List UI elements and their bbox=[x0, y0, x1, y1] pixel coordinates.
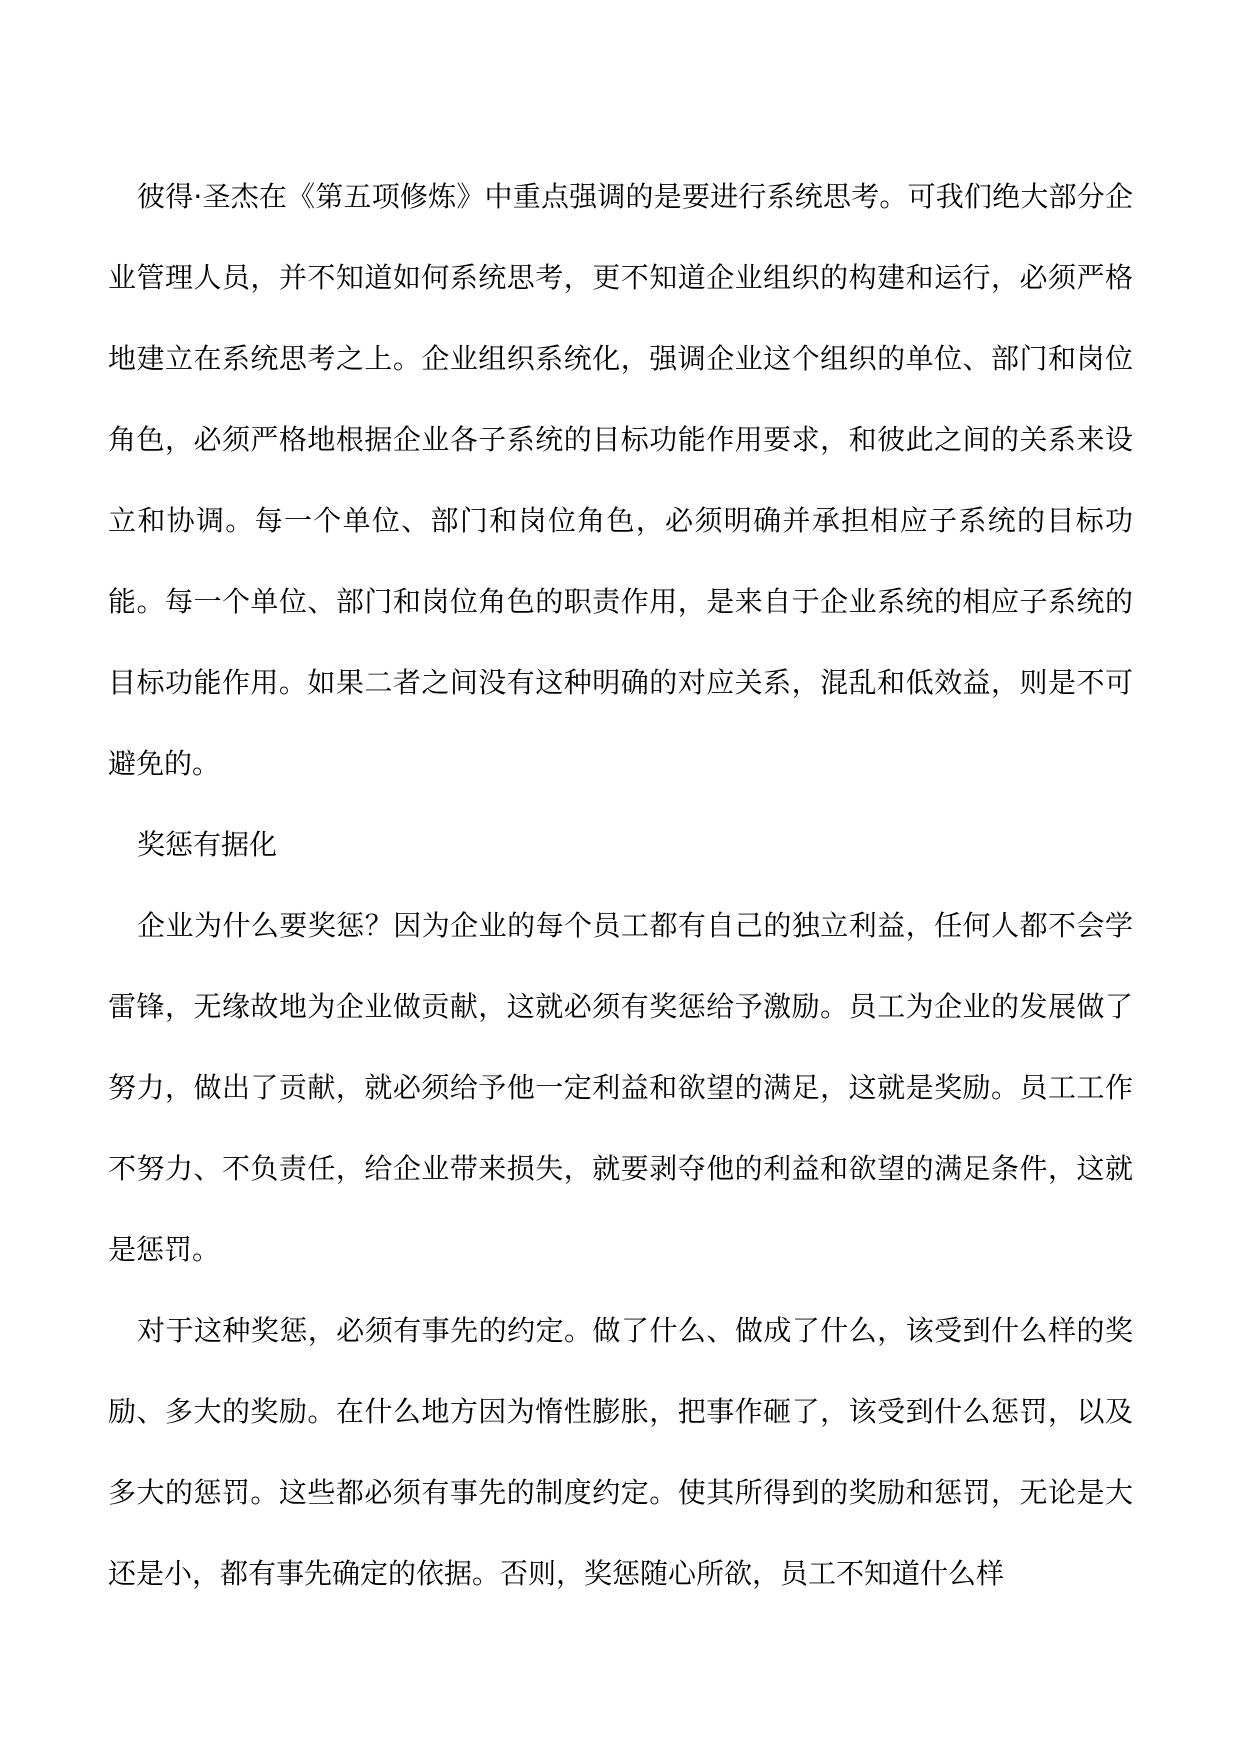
paragraph-why-reward-punish: 企业为什么要奖惩？因为企业的每个员工都有自己的独立利益，任何人都不会学雷锋，无缘故地为企业做贡献，这就必须有奖惩给予激励。员工为企业的发展做了努力，做出了贡献，就必须给予他一定利益和欲望的满足，这就是奖励。员工工作不努力、不负责任，给企业带来损失，就要剥夺他的利益和欲望的满足条件，这就是惩罚。 bbox=[108, 909, 1133, 1266]
paragraph-prior-agreement: 对于这种奖惩，必须有事先的约定。做了什么、做成了什么，该受到什么样的奖励、多大的奖励。在什么地方因为惰性膨胀，把事作砸了，该受到什么惩罚，以及多大的惩罚。这些都必须有事先的制度约定。使其所得到的奖励和惩罚，无论是大还是小，都有事先确定的依据。否则，奖惩随心所欲，员工不知道什么样 bbox=[108, 1314, 1133, 1590]
section-heading-reward-punishment: 奖惩有据化 bbox=[137, 828, 278, 861]
document-page bbox=[108, 156, 1133, 1614]
paragraph-systems-thinking: 彼得·圣杰在《第五项修炼》中重点强调的是要进行系统思考。可我们绝大部分企业管理人员，并不知道如何系统思考，更不知道企业组织的构建和运行，必须严格地建立在系统思考之上。企业组织系统化，强调企业这个组织的单位、部门和岗位角色，必须严格地根据企业各子系统的目标功能作用要求，和彼此之间的关系来设立和协调。每一个单位、部门和岗位角色，必须明确并承担相应子系统的目标功能。每一个单位、部门和岗位角色的职责作用，是来自于企业系统的相应子系统的目标功能作用。如果二者之间没有这种明确的对应关系，混乱和低效益，则是不可避免的。 bbox=[108, 180, 1133, 780]
